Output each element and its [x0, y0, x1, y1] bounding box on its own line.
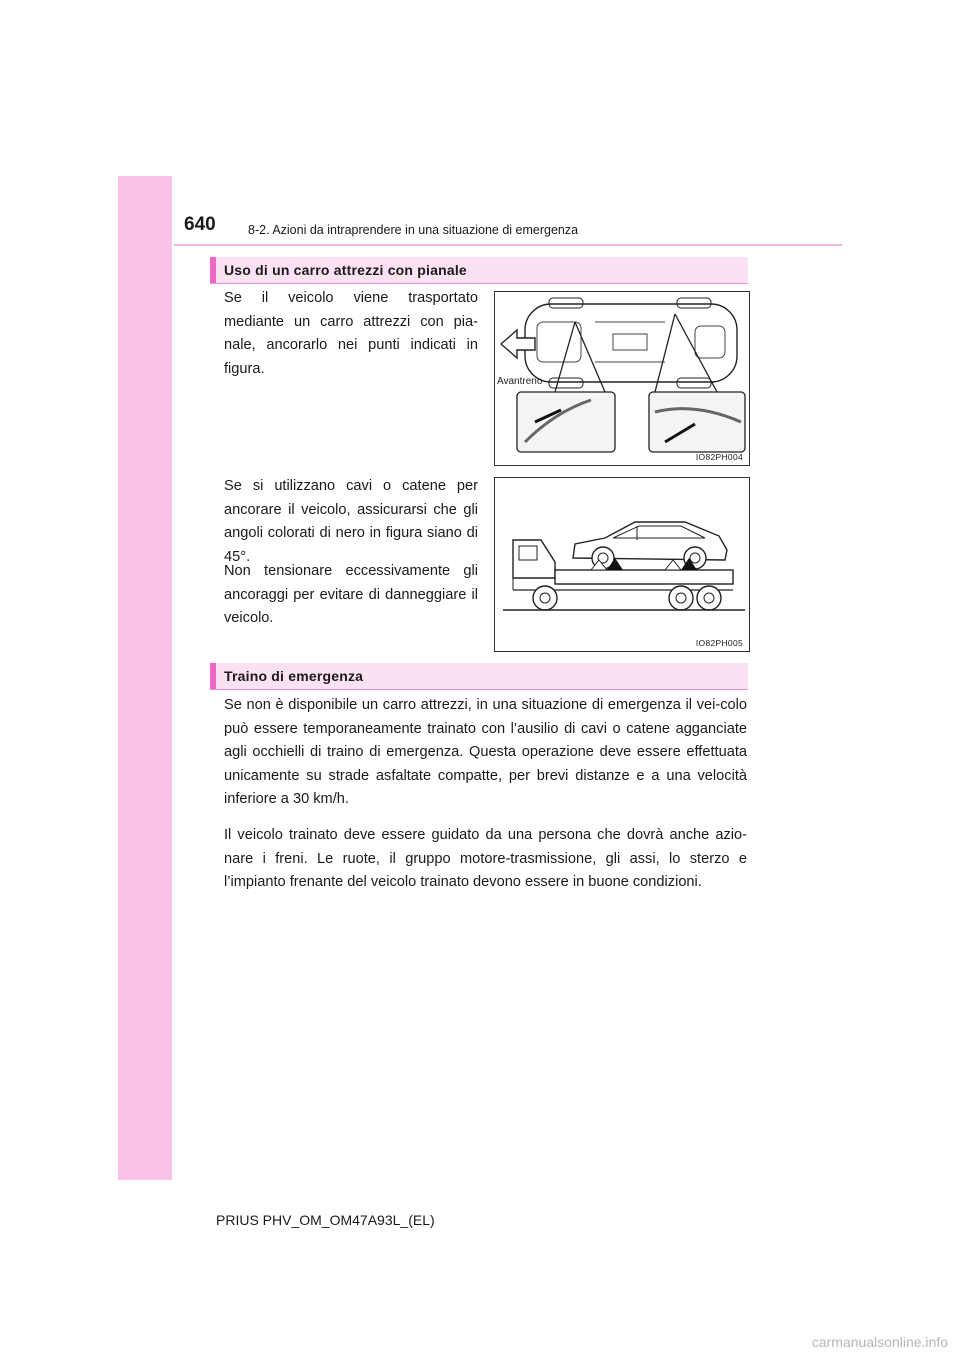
section-heading-flatbed: [210, 257, 748, 284]
emergency-tow-text-1: Se non è disponibile un carro attrezzi, in una situazione di emergenza il vei-colo può essere temporaneamente trainato con l’ausilio di cavi o catene agganciate agli occhielli di traino di emergenza. Questa operazione deve essere effettuata unicamente su strade asfaltate compatte, per brevi distanze e a una velocità inferiore a 30 km/h.: [224, 697, 747, 808]
chain-angle-text: Se si utilizzano cavi o catene per ancorare il veicolo, assicurarsi che gli angoli colorati di nero in figura siano di 45°.: [224, 478, 478, 565]
document-code: PRIUS PHV_OM_OM47A93L_(EL): [216, 1212, 435, 1228]
page-number: 640: [184, 214, 216, 235]
section-title-flatbed: Uso di un carro attrezzi con pianale: [224, 262, 467, 278]
section-heading-emergency-tow: [210, 663, 748, 690]
figure-code-2: IO82PH005: [695, 638, 743, 648]
heading-accent-bar: [210, 663, 216, 689]
figure-code-1: IO82PH004: [695, 452, 743, 462]
front-label: Avantreno: [497, 376, 543, 387]
flatbed-intro-text: Se il veicolo viene trasportato mediante un carro attrezzi con pia-nale, ancorarlo nei punti indicati in figura.: [224, 290, 478, 377]
figure-anchor-points: [494, 291, 750, 466]
emergency-tow-text-2: Il veicolo trainato deve essere guidato da una persona che dovrà anche azio-nare i freni. Le ruote, il gruppo motore-trasmissione, gli assi, lo sterzo e l’impianto frenante del veicolo trainato devono essere in buone condizioni.: [224, 827, 747, 891]
no-overtension-text: Non tensionare eccessivamente gli ancoraggi per evitare di danneggiare il veicolo.: [224, 563, 478, 627]
figure-flatbed-truck: [494, 477, 750, 652]
flatbed-truck-illustration: [495, 478, 749, 651]
heading-accent-bar: [210, 257, 216, 283]
watermark: carmanualsonline.info: [811, 1334, 948, 1350]
header-rule: [174, 244, 842, 246]
chapter-title: 8-2. Azioni da intraprendere in una situazione di emergenza: [248, 223, 579, 237]
underbody-illustration: [495, 292, 749, 465]
section-title-emergency-tow: Traino di emergenza: [224, 668, 364, 684]
side-band: [118, 176, 172, 1180]
